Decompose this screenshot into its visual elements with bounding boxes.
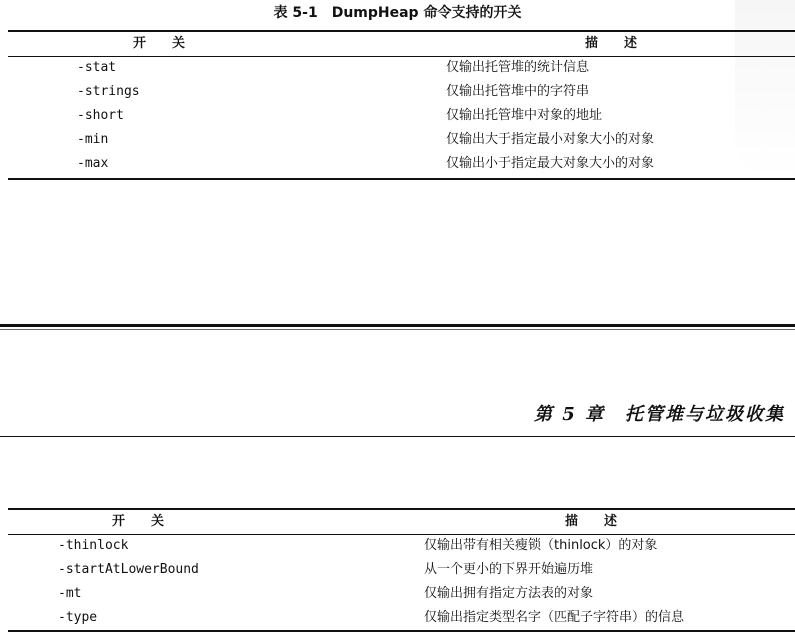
switch-cell: -min <box>77 132 109 147</box>
table-row <box>0 128 795 152</box>
table-bottom-rule <box>8 630 795 632</box>
table-row <box>0 56 795 80</box>
description-cell: 仅输出托管堆中的字符串 <box>446 84 590 99</box>
switch-cell: -stat <box>77 60 117 75</box>
table-row <box>0 558 795 582</box>
switch-cell: -mt <box>58 586 82 601</box>
header-switch: 开 关 <box>112 514 165 529</box>
switch-cell: -startAtLowerBound <box>58 562 199 577</box>
switch-cell: -strings <box>77 84 140 99</box>
header-switch: 开 关 <box>133 36 186 51</box>
description-cell: 仅输出托管堆中对象的地址 <box>446 108 603 123</box>
switch-cell: -max <box>77 156 109 171</box>
description-cell: 仅输出带有相关瘦锁（thinlock）的对象 <box>424 538 658 553</box>
description-cell: 仅输出大于指定最小对象大小的对象 <box>446 132 655 147</box>
table-header-row <box>0 510 795 534</box>
switch-cell: -short <box>77 108 124 123</box>
table-row <box>0 104 795 128</box>
description-cell: 仅输出指定类型名字（匹配子字符串）的信息 <box>424 610 685 625</box>
header-description: 描 述 <box>565 514 618 529</box>
table-header-row <box>0 32 795 56</box>
page-break-rule-thin <box>0 329 795 330</box>
description-cell: 仅输出托管堆的统计信息 <box>446 60 590 75</box>
table-row <box>0 80 795 104</box>
description-cell: 仅输出拥有指定方法表的对象 <box>424 586 594 601</box>
table-row <box>0 152 795 176</box>
switch-cell: -thinlock <box>58 538 129 553</box>
running-head-rule <box>0 436 795 437</box>
table-bottom-rule <box>8 178 795 180</box>
description-cell: 仅输出小于指定最大对象大小的对象 <box>446 156 655 171</box>
table-row <box>0 606 795 630</box>
switch-cell: -type <box>58 610 98 625</box>
chapter-heading: 第 5 章 托管堆与垃圾收集 <box>533 404 785 425</box>
table-row <box>0 534 795 558</box>
table-row <box>0 582 795 606</box>
page-break-rule <box>0 324 795 327</box>
table-caption: 表 5-1 DumpHeap 命令支持的开关 <box>273 5 522 21</box>
description-cell: 从一个更小的下界开始遍历堆 <box>424 562 594 577</box>
header-description: 描 述 <box>585 36 638 51</box>
